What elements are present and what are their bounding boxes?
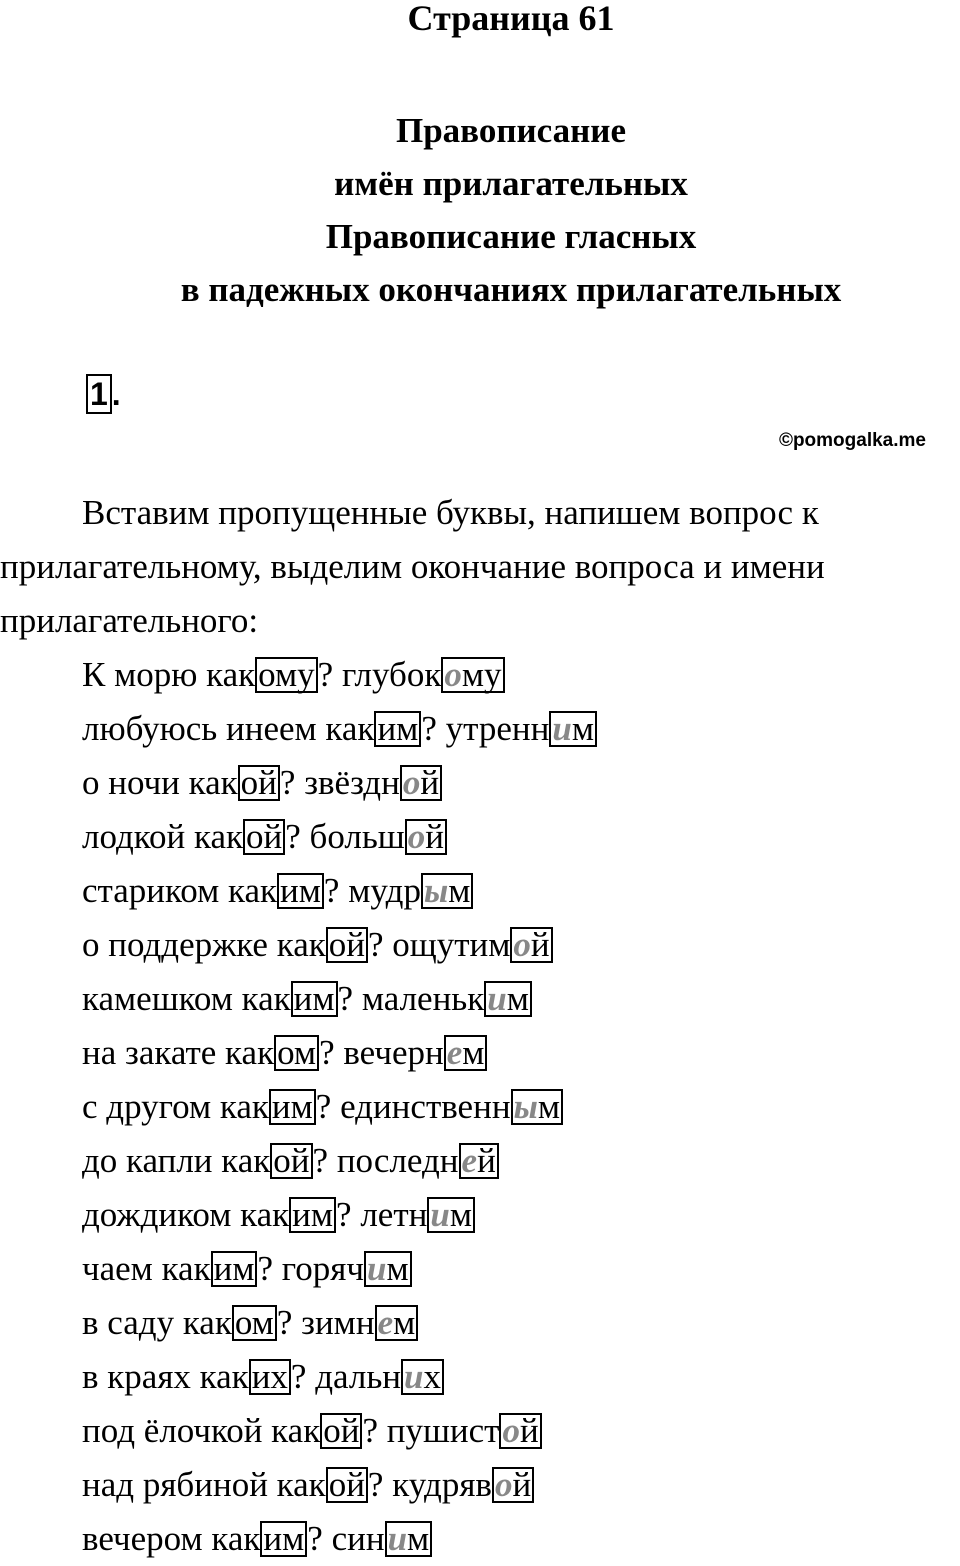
- topic-line: в падежных окончаниях прилагательных: [180, 270, 842, 309]
- adjective-ending-box: [459, 1143, 499, 1179]
- phrase-text: дождиком как: [82, 1195, 290, 1234]
- question-ending-box: их: [249, 1359, 291, 1395]
- question-mark: ?: [323, 871, 340, 910]
- answer-row: [82, 1296, 597, 1350]
- adjective-ending-rest: м: [448, 871, 471, 910]
- adjective-stem: мудр: [348, 871, 421, 910]
- question-mark: ?: [279, 763, 296, 802]
- adjective-ending-rest: й: [425, 817, 444, 856]
- page-title: Страница 61: [407, 0, 615, 38]
- adjective-ending-box: [549, 711, 597, 747]
- inserted-letter: о: [502, 1411, 520, 1450]
- adjective-stem: дальн: [315, 1357, 402, 1396]
- inserted-letter: е: [377, 1303, 394, 1342]
- phrase-text: лодкой как: [82, 817, 243, 856]
- question-ending-box: ом: [274, 1035, 319, 1071]
- phrase-text: о поддержке как: [82, 925, 326, 964]
- inserted-letter: о: [494, 1465, 513, 1504]
- adjective-ending-rest: м: [449, 1195, 472, 1234]
- adjective-ending-box: [400, 765, 442, 801]
- watermark: ©pomogalka.me: [778, 430, 926, 451]
- inserted-letter: и: [387, 1519, 408, 1558]
- adjective-stem: маленьк: [361, 979, 485, 1018]
- adjective-ending-box: [511, 1089, 563, 1125]
- inserted-letter: о: [513, 925, 531, 964]
- answer-row: [82, 648, 597, 702]
- adjective-ending-box: [499, 1413, 541, 1449]
- inserted-letter: о: [402, 763, 421, 802]
- inserted-letter: е: [446, 1033, 463, 1072]
- answer-row: [82, 1026, 597, 1080]
- question-mark: ?: [337, 979, 354, 1018]
- adjective-ending-box: [375, 1305, 419, 1341]
- answer-row: [82, 702, 597, 756]
- adjective-ending-box: [401, 1359, 444, 1395]
- adjective-ending-box: [421, 873, 473, 909]
- question-mark: ?: [312, 1141, 329, 1180]
- adjective-stem: больш: [309, 817, 405, 856]
- answer-row: [82, 1080, 597, 1134]
- adjective-ending-box: [444, 1035, 488, 1071]
- adjective-stem: глубок: [341, 655, 442, 694]
- adjective-ending-rest: й: [420, 763, 440, 802]
- phrase-text: камешком как: [82, 979, 291, 1018]
- phrase-text: стариком как: [82, 871, 277, 910]
- inserted-letter: и: [430, 1195, 450, 1234]
- adjective-ending-rest: м: [537, 1087, 561, 1126]
- adjective-ending-rest: й: [512, 1465, 532, 1504]
- question-ending-box: им: [211, 1251, 258, 1287]
- answer-row: [82, 1350, 597, 1404]
- phrase-text: К морю как: [82, 655, 256, 694]
- question-ending-box: им: [374, 711, 421, 747]
- adjective-stem: пушист: [386, 1411, 500, 1450]
- adjective-ending-box: [405, 819, 447, 855]
- adjective-ending-rest: м: [393, 1303, 416, 1342]
- question-mark: ?: [421, 709, 437, 748]
- question-ending-box: ой: [238, 765, 280, 801]
- answer-row: [82, 1404, 597, 1458]
- topic-line: Правописание гласных: [325, 217, 697, 256]
- answer-row: [82, 1512, 597, 1566]
- question-mark: ?: [285, 817, 301, 856]
- phrase-text: о ночи как: [82, 763, 238, 802]
- answer-row: [82, 864, 597, 918]
- question-ending-box: ой: [320, 1413, 362, 1449]
- answer-row: [82, 1458, 597, 1512]
- task-number: [86, 374, 121, 414]
- phrase-text: в краях как: [82, 1357, 249, 1396]
- adjective-ending-rest: х: [423, 1357, 441, 1396]
- question-ending-box: ой: [326, 927, 368, 963]
- inserted-letter: о: [407, 817, 426, 856]
- adjective-stem: ощутим: [392, 925, 511, 964]
- topic-heading: [0, 104, 960, 316]
- inserted-letter: ы: [513, 1087, 538, 1126]
- inserted-letter: ы: [423, 871, 449, 910]
- adjective-ending-box: [510, 927, 552, 963]
- inserted-letter: и: [404, 1357, 424, 1396]
- question-ending-box: им: [277, 873, 324, 909]
- adjective-ending-box: [364, 1251, 412, 1287]
- adjective-ending-rest: м: [506, 979, 529, 1018]
- question-mark: ?: [367, 1465, 384, 1504]
- phrase-text: над рябиной как: [82, 1465, 326, 1504]
- question-ending-box: им: [291, 981, 338, 1017]
- adjective-ending-box: [427, 1197, 475, 1233]
- question-mark: ?: [362, 1411, 378, 1450]
- phrase-text: вечером как: [82, 1519, 261, 1558]
- answer-row: [82, 1134, 597, 1188]
- adjective-stem: зимн: [301, 1303, 375, 1342]
- adjective-ending-box: [385, 1521, 433, 1557]
- phrase-text: до капли как: [82, 1141, 271, 1180]
- adjective-ending-rest: м: [462, 1033, 485, 1072]
- question-ending-box: им: [289, 1197, 336, 1233]
- question-mark: ?: [319, 1033, 335, 1072]
- phrase-text: с другом как: [82, 1087, 269, 1126]
- adjective-ending-rest: м: [386, 1249, 409, 1288]
- adjective-stem: утренн: [445, 709, 550, 748]
- question-mark: ?: [315, 1087, 332, 1126]
- adjective-stem: горяч: [281, 1249, 364, 1288]
- answer-row: [82, 972, 597, 1026]
- adjective-ending-rest: м: [407, 1519, 430, 1558]
- answer-row: [82, 810, 597, 864]
- question-ending-box: им: [269, 1089, 316, 1125]
- question-mark: ?: [257, 1249, 274, 1288]
- answer-row: [82, 1188, 597, 1242]
- adjective-stem: звёздн: [304, 763, 400, 802]
- question-mark: ?: [317, 655, 334, 694]
- adjective-stem: последн: [336, 1141, 459, 1180]
- adjective-stem: кудряв: [392, 1465, 492, 1504]
- adjective-stem: летн: [360, 1195, 428, 1234]
- adjective-stem: единственн: [340, 1087, 511, 1126]
- question-mark: ?: [336, 1195, 352, 1234]
- answer-row: [82, 1242, 597, 1296]
- question-ending-box: им: [260, 1521, 307, 1557]
- phrase-text: любуюсь инеем как: [82, 709, 375, 748]
- phrase-text: чаем как: [82, 1249, 211, 1288]
- topic-line: Правописание: [395, 111, 626, 150]
- question-ending-box: ому: [255, 657, 317, 693]
- inserted-letter: и: [552, 709, 572, 748]
- adjective-stem: син: [331, 1519, 385, 1558]
- instruction-text: Вставим пропущенные буквы, напишем вопрос к прилагательному, выделим окончание вопроса и имени прилагательного:: [0, 493, 825, 640]
- adjective-ending-box: [441, 657, 504, 693]
- phrase-text: на закате как: [82, 1033, 275, 1072]
- answer-row: [82, 756, 597, 810]
- adjective-ending-rest: м: [571, 709, 594, 748]
- inserted-letter: е: [461, 1141, 478, 1180]
- answer-row: [82, 918, 597, 972]
- question-ending-box: ом: [232, 1305, 277, 1341]
- topic-line: имён прилагательных: [334, 164, 688, 203]
- adjective-ending-rest: й: [530, 925, 550, 964]
- adjective-ending-rest: му: [461, 655, 502, 694]
- adjective-ending-rest: й: [477, 1141, 496, 1180]
- task-number-box: 1: [86, 374, 112, 414]
- adjective-ending-box: [484, 981, 532, 1017]
- inserted-letter: о: [444, 655, 462, 694]
- adjective-ending-rest: й: [519, 1411, 539, 1450]
- question-ending-box: ой: [270, 1143, 312, 1179]
- inserted-letter: и: [487, 979, 507, 1018]
- phrase-text: под ёлочкой как: [82, 1411, 321, 1450]
- inserted-letter: и: [366, 1249, 387, 1288]
- question-ending-box: ой: [326, 1467, 368, 1503]
- task-number-dot: .: [111, 376, 121, 412]
- answer-list: [82, 648, 597, 1566]
- question-mark: ?: [276, 1303, 293, 1342]
- question-mark: ?: [290, 1357, 307, 1396]
- question-mark: ?: [367, 925, 384, 964]
- phrase-text: в саду как: [82, 1303, 232, 1342]
- question-ending-box: ой: [243, 819, 285, 855]
- adjective-stem: вечерн: [343, 1033, 444, 1072]
- question-mark: ?: [307, 1519, 323, 1558]
- adjective-ending-box: [492, 1467, 534, 1503]
